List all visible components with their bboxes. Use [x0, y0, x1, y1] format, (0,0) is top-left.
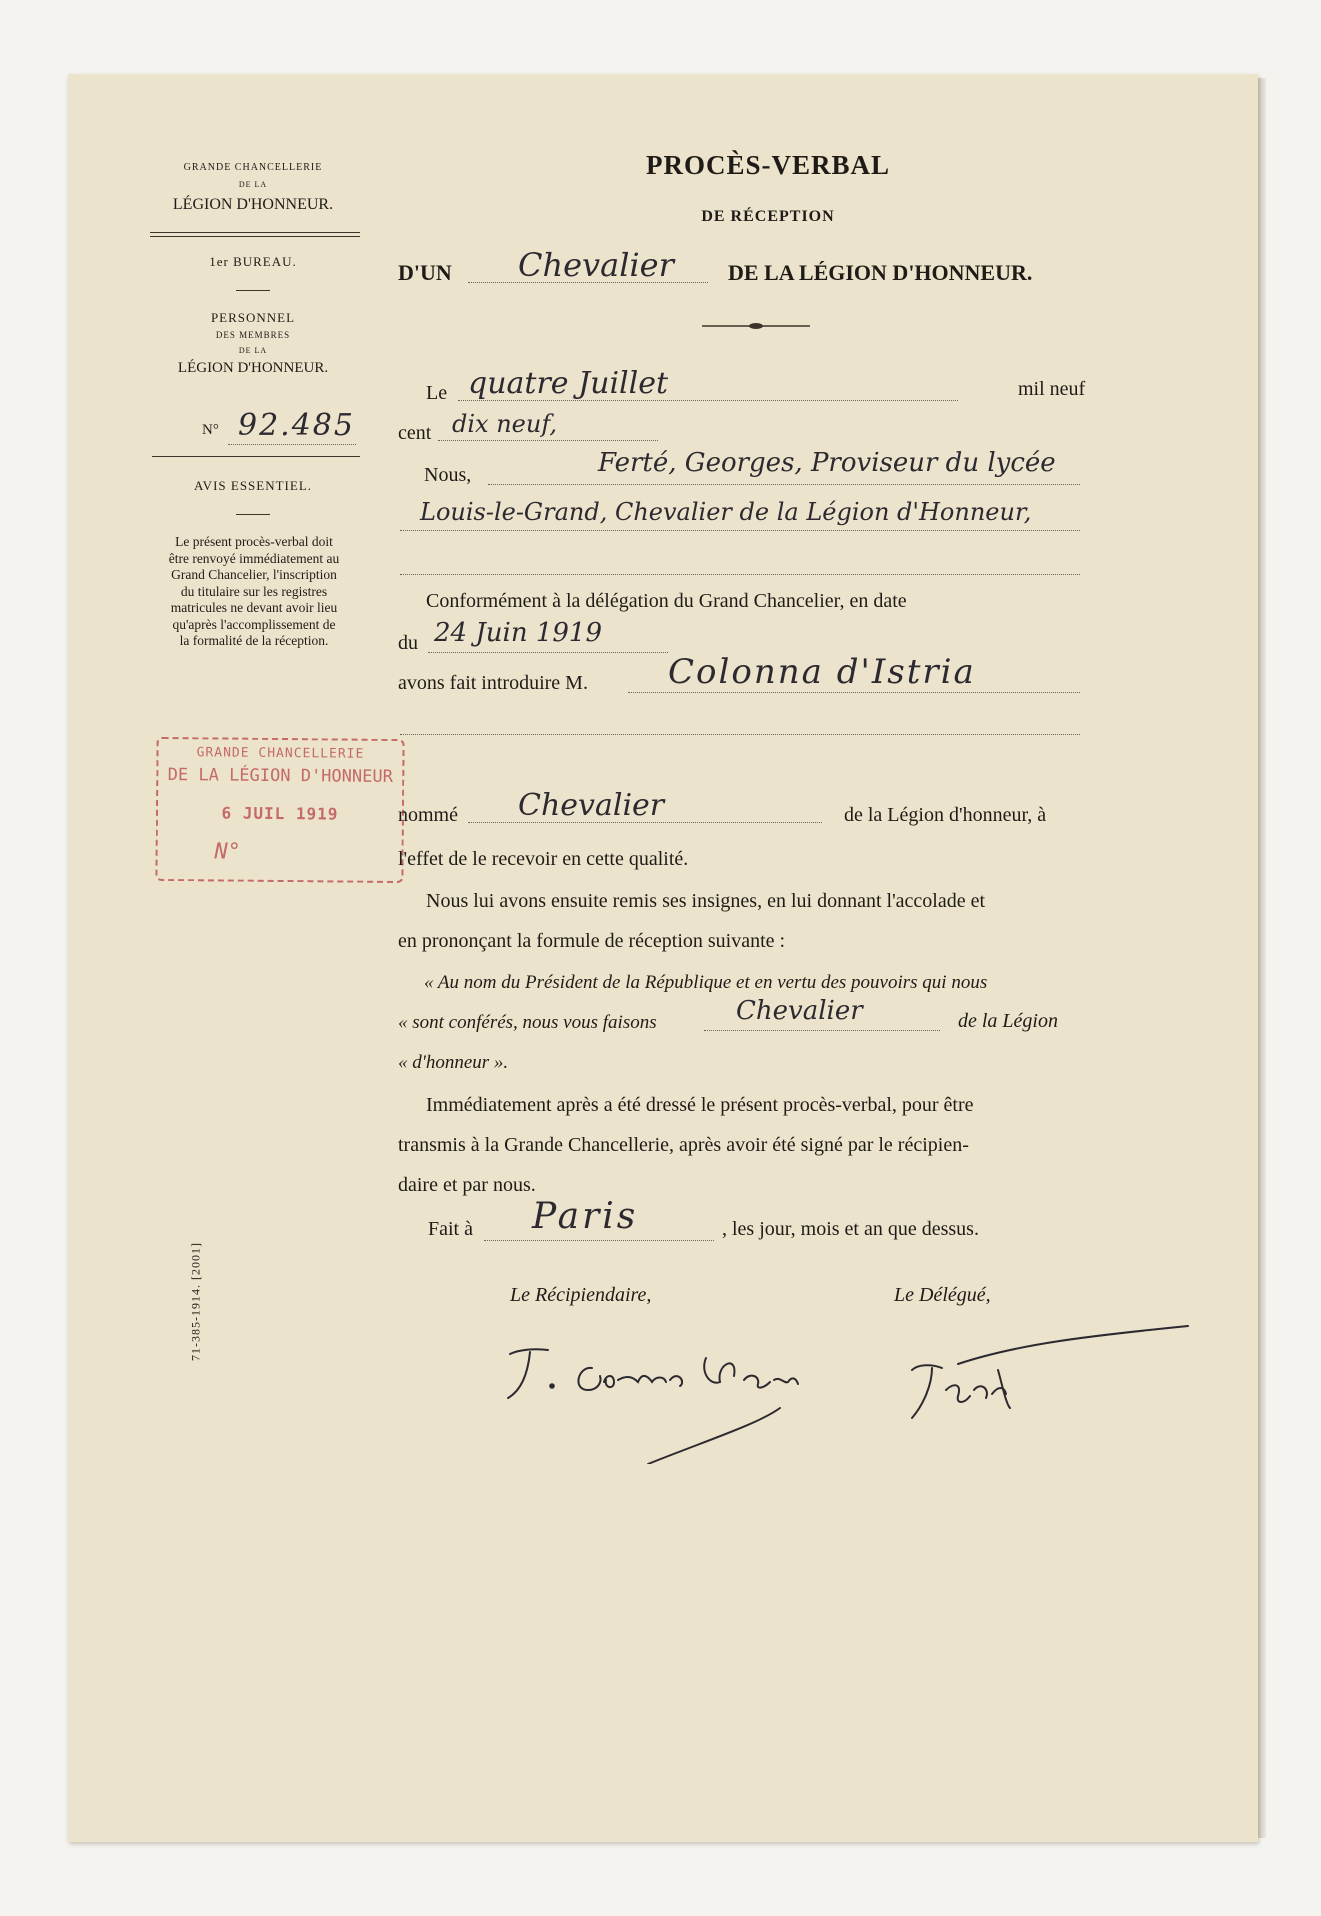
recipient-dotted	[628, 692, 1080, 693]
body-immediatement-1: Immédiatement après a été dressé le présent procès-verbal, pour être	[426, 1094, 974, 1116]
body-immediatement-3: daire et par nous.	[398, 1174, 536, 1196]
delegue-signature	[898, 1324, 1198, 1434]
body-le: Le	[426, 382, 448, 404]
title-proces-verbal: PROCÈS-VERBAL	[645, 150, 891, 180]
body-conformement: Conformément à la délégation du Grand Chancelier, en date	[426, 590, 907, 612]
short-rule	[236, 290, 270, 291]
bureau-label: 1er BUREAU.	[209, 254, 297, 269]
note-line: la formalité de la réception.	[179, 633, 329, 648]
personnel-line1: PERSONNEL	[210, 310, 296, 325]
formule-grade-dotted	[704, 1030, 940, 1031]
delegation-date-hw: 24 Juin 1919	[434, 618, 603, 648]
recipient-dotted-2	[400, 734, 1080, 735]
reception-stamp	[155, 737, 404, 883]
title-grade: Chevalier	[518, 246, 674, 284]
body-insignes-2: en prononçant la formule de réception suivante :	[398, 930, 786, 952]
stamp-date: 6 JUIL 1919	[221, 803, 339, 824]
body-immediatement-2: transmis à la Grande Chancellerie, après avoir été signé par le récipien-	[398, 1134, 969, 1156]
stamp-line2: DE LA LÉGION D'HONNEUR	[167, 765, 393, 787]
title-de-reception: DE RÉCEPTION	[701, 208, 835, 225]
year-dotted	[438, 440, 658, 441]
formule-grade-hw: Chevalier	[736, 996, 863, 1026]
scan-edge	[1258, 78, 1266, 1838]
title-grade-dotted	[468, 282, 708, 283]
body-avons: avons fait introduire M.	[398, 672, 588, 694]
title-dun: D'UN	[398, 260, 452, 285]
header-left-double-rule	[150, 232, 360, 237]
delegue-hw-1: Ferté, Georges, Proviseur du lycée	[598, 448, 1056, 478]
numero-dotted-line	[228, 444, 356, 445]
note-line: matricules ne devant avoir lieu	[170, 600, 338, 615]
body-leffet: l'effet de le recevoir en cette qualité.	[398, 848, 689, 870]
header-left-line3: LÉGION D'HONNEUR.	[172, 196, 334, 213]
personnel-line2: DES MEMBRES	[215, 330, 291, 340]
short-rule-2	[236, 514, 270, 515]
body-les-jour: , les jour, mois et an que dessus.	[722, 1218, 979, 1240]
personnel-line4: LÉGION D'HONNEUR.	[177, 360, 329, 376]
stamp-line1: GRANDE CHANCELLERIE	[196, 745, 365, 762]
body-du: du	[398, 632, 418, 654]
numero-value: 92.485	[238, 408, 355, 443]
lieu-hw: Paris	[532, 1196, 639, 1237]
body-mil-neuf: mil neuf	[1018, 378, 1086, 400]
body-cent: cent	[398, 422, 432, 444]
body-formule-1: « Au nom du Président de la République et en vertu des pouvoirs qui nous	[424, 972, 988, 993]
note-line: qu'après l'accomplissement de	[172, 616, 336, 632]
numero-rule	[152, 456, 360, 457]
body-fait-a: Fait à	[428, 1218, 473, 1240]
delegue-dotted-3	[400, 574, 1080, 575]
date-dotted	[458, 400, 958, 401]
delegue-hw-2: Louis-le-Grand, Chevalier de la Légion d'Honneur,	[420, 498, 1032, 526]
delegue-dotted-2	[400, 530, 1080, 531]
note-line: être renvoyé immédiatement au	[168, 550, 340, 566]
nomme-grade-hw: Chevalier	[518, 788, 665, 823]
recipiendaire-label: Le Récipiendaire,	[510, 1284, 652, 1306]
side-printer-mark: 71-385-1914. [2001]	[188, 1242, 203, 1361]
body-de-la-legion: de la Légion d'honneur, à	[844, 804, 1047, 826]
body-nomme: nommé	[398, 804, 458, 826]
personnel-line3: DE LA	[238, 346, 268, 355]
date-hw: quatre Juillet	[468, 366, 669, 401]
stamp-mark: N°	[214, 839, 241, 865]
delegue-label: Le Délégué,	[894, 1284, 991, 1306]
note-line: Le présent procès-verbal doit	[175, 534, 333, 549]
header-left-line1: GRANDE CHANCELLERIE	[183, 162, 323, 173]
year-hw: dix neuf,	[452, 410, 557, 438]
document-page	[68, 74, 1258, 1842]
delegue-dotted-1	[488, 484, 1080, 485]
note-line: Grand Chancelier, l'inscription	[171, 567, 337, 582]
body-nous: Nous,	[424, 464, 472, 486]
note-line: du titulaire sur les registres	[180, 583, 328, 599]
header-left-line2: DE LA	[238, 180, 268, 189]
avis-essentiel: AVIS ESSENTIEL.	[193, 478, 313, 493]
delegation-date-dotted	[428, 652, 668, 653]
recipient-hw: Colonna d'Istria	[668, 652, 976, 692]
numero-label: N°	[202, 422, 219, 438]
title-suffix: DE LA LÉGION D'HONNEUR.	[728, 260, 1033, 285]
ornament-divider-icon	[700, 320, 812, 332]
body-insignes-1: Nous lui avons ensuite remis ses insignes, en lui donnant l'accolade et	[426, 890, 986, 912]
body-formule-2a: « sont conférés, nous vous faisons	[398, 1012, 657, 1033]
body-formule-3: « d'honneur ».	[398, 1052, 509, 1073]
recipiendaire-signature	[488, 1324, 868, 1464]
nomme-dotted	[468, 822, 822, 823]
body-formule-2b: de la Légion	[958, 1010, 1058, 1032]
avis-note	[148, 534, 360, 650]
lieu-dotted	[484, 1240, 714, 1241]
